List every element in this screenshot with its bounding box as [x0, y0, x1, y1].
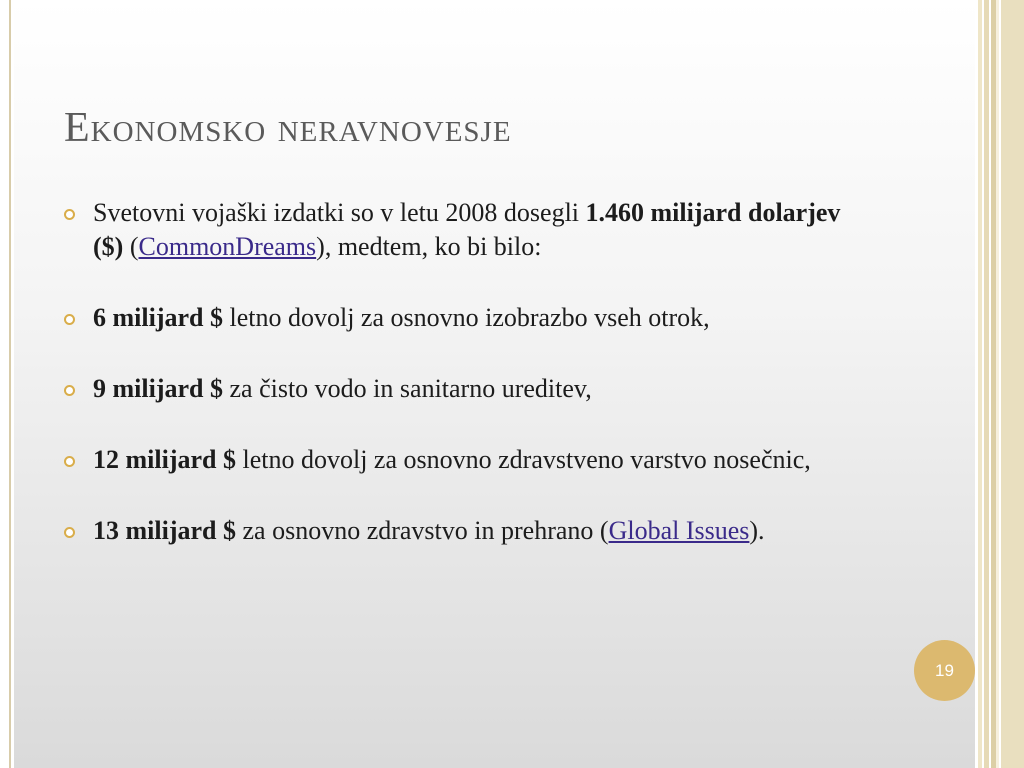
bullet-text: letno dovolj za osnovno zdravstveno varstvo nosečnic, [236, 445, 811, 474]
commondreams-link[interactable]: CommonDreams [138, 232, 317, 261]
bullet-bold-amount: 13 milijard $ [93, 516, 236, 545]
global-issues-link[interactable]: Global Issues [608, 516, 750, 545]
bullet-icon [64, 209, 75, 220]
right-stripe-decoration [975, 0, 1024, 768]
bullet-bold-amount: 12 milijard $ [93, 445, 236, 474]
bullet-item-water [64, 372, 854, 406]
bullet-item-education [64, 301, 854, 335]
bullet-icon [64, 314, 75, 325]
bullet-icon [64, 385, 75, 396]
bullet-bold-amount: 9 milijard $ [93, 374, 223, 403]
bullet-text: za čisto vodo in sanitarno ureditev, [223, 374, 592, 403]
bullet-text: Svetovni vojaški izdatki so v letu 2008 dosegli [93, 198, 586, 227]
bullet-item-maternal-health [64, 443, 854, 477]
bullet-item-health-nutrition [64, 514, 854, 548]
slide-title: Ekonomsko neravnovesje [64, 105, 512, 151]
bullet-icon [64, 527, 75, 538]
bullet-text: ), medtem, ko bi bilo: [316, 232, 542, 261]
bullet-icon [64, 456, 75, 467]
left-border-decoration [0, 0, 14, 768]
slide-number-badge: 19 [914, 640, 975, 701]
bullet-text: ( [123, 232, 139, 261]
bullet-bold-amount: 6 milijard $ [93, 303, 223, 332]
bullet-list [64, 196, 854, 548]
bullet-text: letno dovolj za osnovno izobrazbo vseh otrok, [223, 303, 710, 332]
bullet-text: za osnovno zdravstvo in prehrano ( [236, 516, 609, 545]
bullet-item-military-spending [64, 196, 854, 264]
bullet-bold-amount: 1.460 milijard dolarjev ($) [93, 198, 841, 261]
bullet-text: ). [749, 516, 765, 545]
